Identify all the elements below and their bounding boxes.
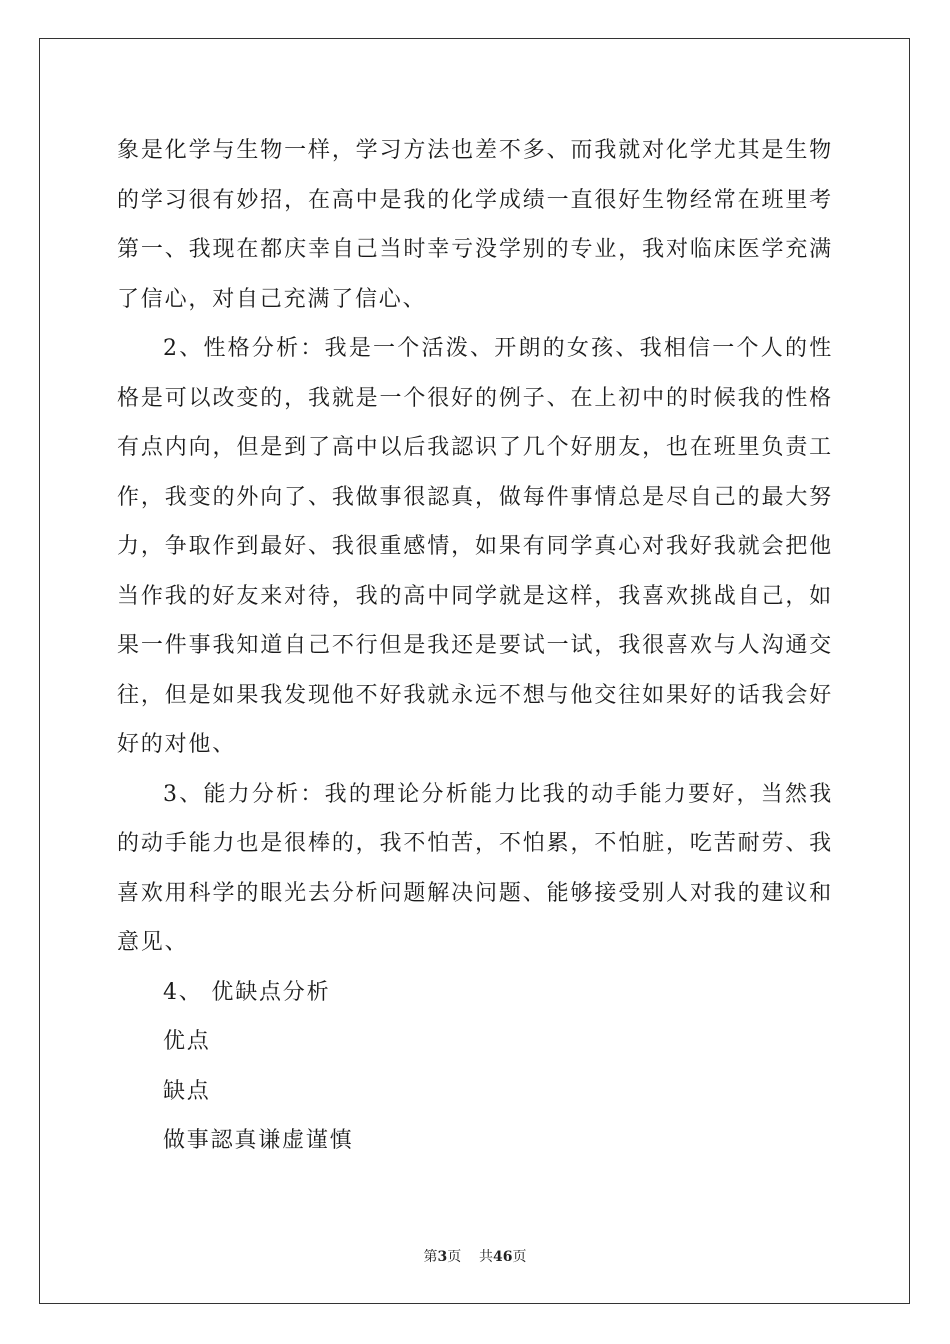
- footer-total-suffix: 页: [512, 1249, 527, 1265]
- text-line: 象是化学与生物一样，学习方法也差不多、而我就对化学尤其是生物: [117, 138, 833, 163]
- footer-page-suffix: 页: [447, 1249, 462, 1265]
- text-line: 喜欢用科学的眼光去分析问题解决问题、能够接受别人对我的建议和: [117, 880, 833, 906]
- text-line: 优点: [163, 1029, 211, 1054]
- text-line: 有点内向，但是到了高中以后我認识了几个好朋友，也在班里负责工: [117, 435, 833, 460]
- text-line: 第一、我现在都庆幸自己当时幸亏没学别的专业，我对临床医学充满: [117, 237, 833, 262]
- text-line: 4、 优缺点分析: [163, 979, 331, 1005]
- text-line: 了信心，对自己充满了信心、: [117, 286, 427, 312]
- text-line: 的学习很有妙招，在高中是我的化学成绩一直很好生物经常在班里考: [117, 187, 833, 213]
- text-line: 意见、: [117, 930, 189, 955]
- text-line: 格是可以改变的，我就是一个很好的例子、在上初中的时候我的性格: [117, 385, 833, 411]
- text-line: 往，但是如果我发现他不好我就永远不想与他交往如果好的话我会好: [117, 682, 833, 708]
- text-line: 果一件事我知道自己不行但是我还是要试一试，我很喜欢与人沟通交: [117, 633, 833, 658]
- text-line: 2、性格分析：我是一个活泼、开朗的女孩、我相信一个人的性: [163, 336, 833, 361]
- text-line: 当作我的好友来对待，我的高中同学就是这样，我喜欢挑战自己，如: [117, 583, 833, 609]
- text-line: 的动手能力也是很棒的，我不怕苦，不怕累，不怕脏，吃苦耐劳、我: [117, 831, 833, 856]
- footer-total-prefix: 共: [479, 1249, 494, 1265]
- footer-page-number: 3: [437, 1249, 448, 1265]
- page-footer: [0, 1246, 950, 1266]
- footer-total-pages: 46: [493, 1249, 513, 1265]
- text-line: 缺点: [163, 1078, 211, 1104]
- document-body: [117, 126, 833, 1166]
- text-line: 好的对他、: [117, 732, 237, 757]
- text-line: 力，争取作到最好、我很重感情，如果有同学真心对我好我就会把他: [117, 534, 833, 559]
- text-line: 作，我变的外向了、我做事很認真，做每件事情总是尽自己的最大努: [117, 484, 833, 510]
- footer-page-prefix: 第: [423, 1249, 438, 1265]
- text-line: 做事認真谦虚谨慎: [163, 1128, 354, 1153]
- text-line: 3、能力分析：我的理论分析能力比我的动手能力要好，当然我: [163, 781, 833, 807]
